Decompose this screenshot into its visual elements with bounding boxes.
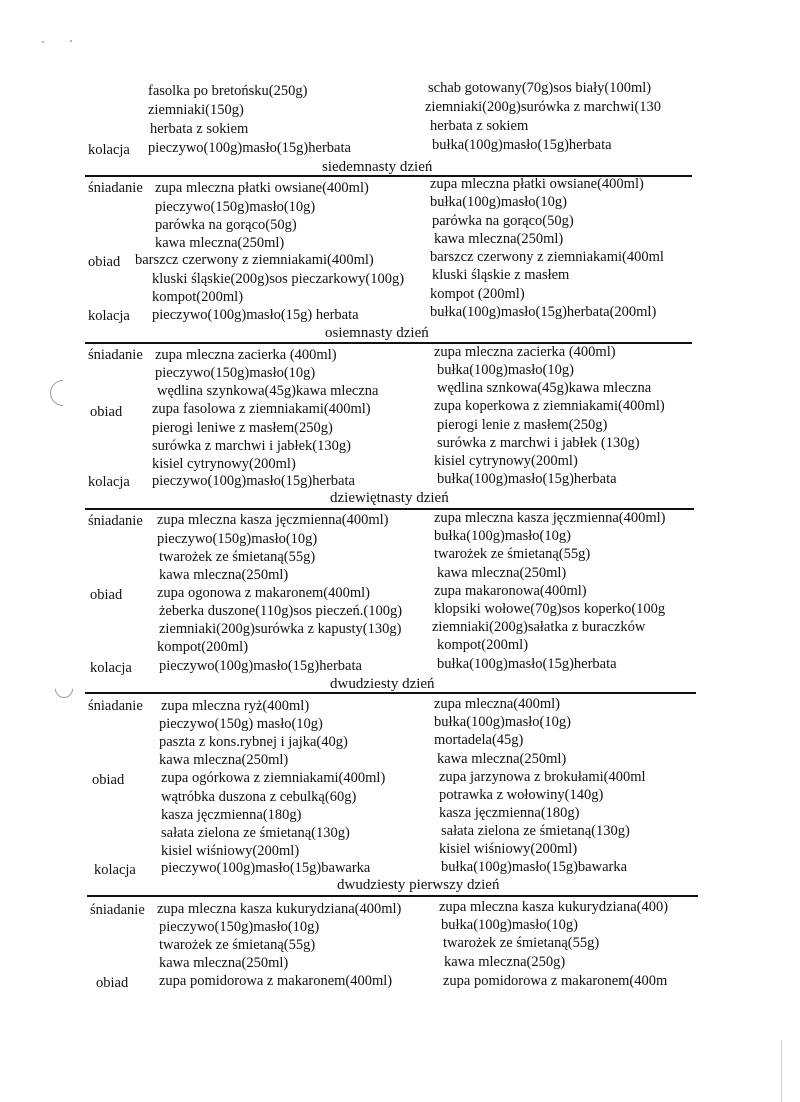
menu-line: obiad xyxy=(88,254,121,270)
menu-line: kluski śląskie z masłem xyxy=(432,267,570,283)
menu-line: zupa pomidorowa z makaronem(400m xyxy=(443,973,668,989)
menu-line: pieczywo(150g)masło(10g) xyxy=(155,365,316,381)
menu-line: kisiel cytrynowy(200ml) xyxy=(152,456,296,472)
menu-line: kompot (200ml) xyxy=(430,286,525,302)
day-separator-rule xyxy=(87,895,698,897)
menu-line: bułka(100g)masło(15g)herbata xyxy=(437,656,617,672)
menu-line: kompot(200ml) xyxy=(437,637,529,653)
menu-line: kisiel cytrynowy(200ml) xyxy=(434,453,578,469)
menu-line: ziemniaki(150g) xyxy=(148,102,244,118)
menu-line: śniadanie xyxy=(88,180,143,196)
menu-line: kolacja xyxy=(88,474,130,490)
menu-line: surówka z marchwi i jabłek(130g) xyxy=(152,438,351,454)
menu-line: obiad xyxy=(90,404,123,420)
menu-line: pieczywo(100g)masło(15g)bawarka xyxy=(161,860,371,876)
day-title: dwudziesty pierwszy dzień xyxy=(337,877,500,893)
menu-line: zupa mleczna kasza kukurydziana(400) xyxy=(439,899,669,915)
menu-line: bułka(100g)masło(10g) xyxy=(434,714,571,730)
menu-line: kawa mleczna(250ml) xyxy=(437,565,567,581)
menu-line: obiad xyxy=(90,587,123,603)
menu-line: pieczywo(100g)masło(15g)herbata xyxy=(148,140,351,156)
menu-line: mortadela(45g) xyxy=(434,732,524,748)
menu-line: kawa mleczna(250ml) xyxy=(155,235,285,251)
scan-speck xyxy=(70,40,72,42)
menu-line: żeberka duszone(110g)sos pieczeń.(100g) xyxy=(159,603,403,619)
menu-line: kawa mleczna(250ml) xyxy=(159,752,289,768)
menu-line: obiad xyxy=(92,772,125,788)
menu-line: zupa makaronowa(400ml) xyxy=(434,583,587,599)
menu-line: zupa mleczna płatki owsiane(400ml) xyxy=(155,180,369,196)
menu-line: zupa ogonowa z makaronem(400ml) xyxy=(157,585,370,601)
menu-line: pieczywo(150g)masło(10g) xyxy=(155,199,316,215)
menu-line: pieczywo(100g)masło(15g) herbata xyxy=(152,307,359,323)
menu-line: zupa mleczna płatki owsiane(400ml) xyxy=(430,176,644,192)
menu-line: pierogi leniwe z masłem(250g) xyxy=(152,420,333,436)
menu-line: kisiel wiśniowy(200ml) xyxy=(161,843,300,859)
menu-line: kawa mleczna(250g) xyxy=(444,954,566,970)
menu-line: zupa mleczna kasza jęczmienna(400ml) xyxy=(434,510,666,526)
menu-line: parówka na gorąco(50g) xyxy=(155,217,297,233)
menu-line: bułka(100g)masło(10g) xyxy=(437,362,574,378)
menu-line: kolacja xyxy=(88,308,130,324)
day-title: dziewiętnasty dzień xyxy=(330,490,449,506)
day-title: siedemnasty dzień xyxy=(322,159,433,175)
menu-line: sałata zielona ze śmietaną(130g) xyxy=(441,823,630,839)
menu-line: herbata z sokiem xyxy=(430,118,529,134)
menu-line: kisiel wiśniowy(200ml) xyxy=(439,841,578,857)
menu-line: barszcz czerwony z ziemniakami(400ml) xyxy=(135,252,374,268)
menu-line: kolacja xyxy=(90,660,132,676)
menu-line: schab gotowany(70g)sos biały(100ml) xyxy=(428,80,652,96)
scan-edge xyxy=(781,1040,782,1102)
menu-line: kompot(200ml) xyxy=(152,289,244,305)
menu-line: pieczywo(100g)masło(15g)herbata xyxy=(159,658,362,674)
menu-line: pasztа z kons.rybnej i jajka(40g) xyxy=(159,734,348,750)
menu-line: zupa mleczna kasza kukurydziana(400ml) xyxy=(157,901,402,917)
menu-line: kluski śląskie(200g)sos pieczarkowy(100g) xyxy=(152,271,405,287)
menu-line: wędlina sznkowa(45g)kawa mleczna xyxy=(437,380,652,396)
menu-line: śniadanie xyxy=(88,347,143,363)
menu-line: śniadanie xyxy=(88,698,143,714)
menu-line: twarożek ze śmietaną(55g) xyxy=(159,549,316,565)
menu-line: zupa ogórkowa z ziemniakami(400ml) xyxy=(161,770,386,786)
menu-line: fasolka po bretońsku(250g) xyxy=(148,83,308,99)
menu-line: kawa mleczna(250ml) xyxy=(159,955,289,971)
menu-line: obiad xyxy=(96,975,129,991)
menu-line: bułka(100g)masło(15g)herbata xyxy=(432,137,612,153)
menu-line: klopsiki wołowe(70g)sos koperko(100g xyxy=(434,601,666,617)
menu-line: zupa fasolowa z ziemniakami(400ml) xyxy=(152,401,371,417)
menu-line: zupa mleczna ryż(400ml) xyxy=(161,698,310,714)
day-title: osiemnasty dzień xyxy=(325,325,429,341)
menu-line: zupa mleczna(400ml) xyxy=(434,696,561,712)
menu-line: pieczywo(150g)masło(10g) xyxy=(157,531,318,547)
menu-line: śniadanie xyxy=(88,513,143,529)
scan-speck xyxy=(42,41,44,43)
menu-line: bułka(100g)masło(10g) xyxy=(434,528,571,544)
menu-line: potrawka z wołowiny(140g) xyxy=(439,787,604,803)
menu-line: twarożek ze śmietaną(55g) xyxy=(443,935,600,951)
menu-line: zupa koperkowa z ziemniakami(400ml) xyxy=(434,398,665,414)
menu-line: śniadanie xyxy=(90,902,145,918)
day-title: dwudziesty dzień xyxy=(330,676,435,692)
menu-line: pieczywo(150g) masło(10g) xyxy=(159,716,323,732)
menu-line: ziemniaki(200g)surówka z kapusty(130g) xyxy=(159,621,402,637)
menu-line: pieczywo(150g)masło(10g) xyxy=(159,919,320,935)
menu-line: bułka(100g)masło(15g)herbata(200ml) xyxy=(430,304,657,320)
menu-line: wątróbka duszona z cebulką(60g) xyxy=(161,789,357,805)
menu-line: bułka(100g)masło(15g)bawarka xyxy=(441,859,628,875)
menu-line: bułka(100g)masło(15g)herbata xyxy=(437,471,617,487)
menu-line: zupa jarzynowa z brokułami(400ml xyxy=(439,769,646,785)
menu-line: twarożek ze śmietaną(55g) xyxy=(434,546,591,562)
menu-line: barszcz czerwony z ziemniakami(400ml xyxy=(430,249,664,265)
menu-line: kompot(200ml) xyxy=(157,639,249,655)
menu-line: kolacja xyxy=(94,862,136,878)
punch-hole-mark xyxy=(51,676,76,701)
punch-hole-mark xyxy=(45,375,82,412)
menu-line: zupa mleczna zacierka (400ml) xyxy=(434,344,616,360)
menu-line: twarożek ze śmietaną(55g) xyxy=(159,937,316,953)
menu-line: parówka na gorąco(50g) xyxy=(432,213,574,229)
menu-line: bułka(100g)masło(10g) xyxy=(441,917,578,933)
menu-line: zupa mleczna kasza jęczmienna(400ml) xyxy=(157,512,389,528)
menu-line: bułka(100g)masło(10g) xyxy=(430,194,567,210)
menu-line: kolacja xyxy=(88,142,130,158)
menu-line: pieczywo(100g)masło(15g)herbata xyxy=(152,473,355,489)
menu-line: kasza jęczmienna(180g) xyxy=(439,805,580,821)
menu-line: pierogi lenie z masłem(250g) xyxy=(437,417,608,433)
menu-line: zupa mleczna zacierka (400ml) xyxy=(155,347,337,363)
menu-line: kasza jęczmienna(180g) xyxy=(161,807,302,823)
menu-line: wędlina szynkowa(45g)kawa mleczna xyxy=(157,383,379,399)
menu-line: kawa mleczna(250ml) xyxy=(434,231,564,247)
menu-line: ziemniaki(200g)sałatka z buraczków xyxy=(432,619,646,635)
menu-line: surówka z marchwi i jabłek (130g) xyxy=(437,435,640,451)
menu-line: sałata zielona ze śmietaną(130g) xyxy=(161,825,350,841)
menu-line: kawa mleczna(250ml) xyxy=(437,751,567,767)
menu-line: herbata z sokiem xyxy=(150,121,249,137)
menu-line: zupa pomidorowa z makaronem(400ml) xyxy=(159,973,393,989)
menu-line: kawa mleczna(250ml) xyxy=(159,567,289,583)
menu-line: ziemniaki(200g)surówka z marchwi(130 xyxy=(425,99,661,115)
